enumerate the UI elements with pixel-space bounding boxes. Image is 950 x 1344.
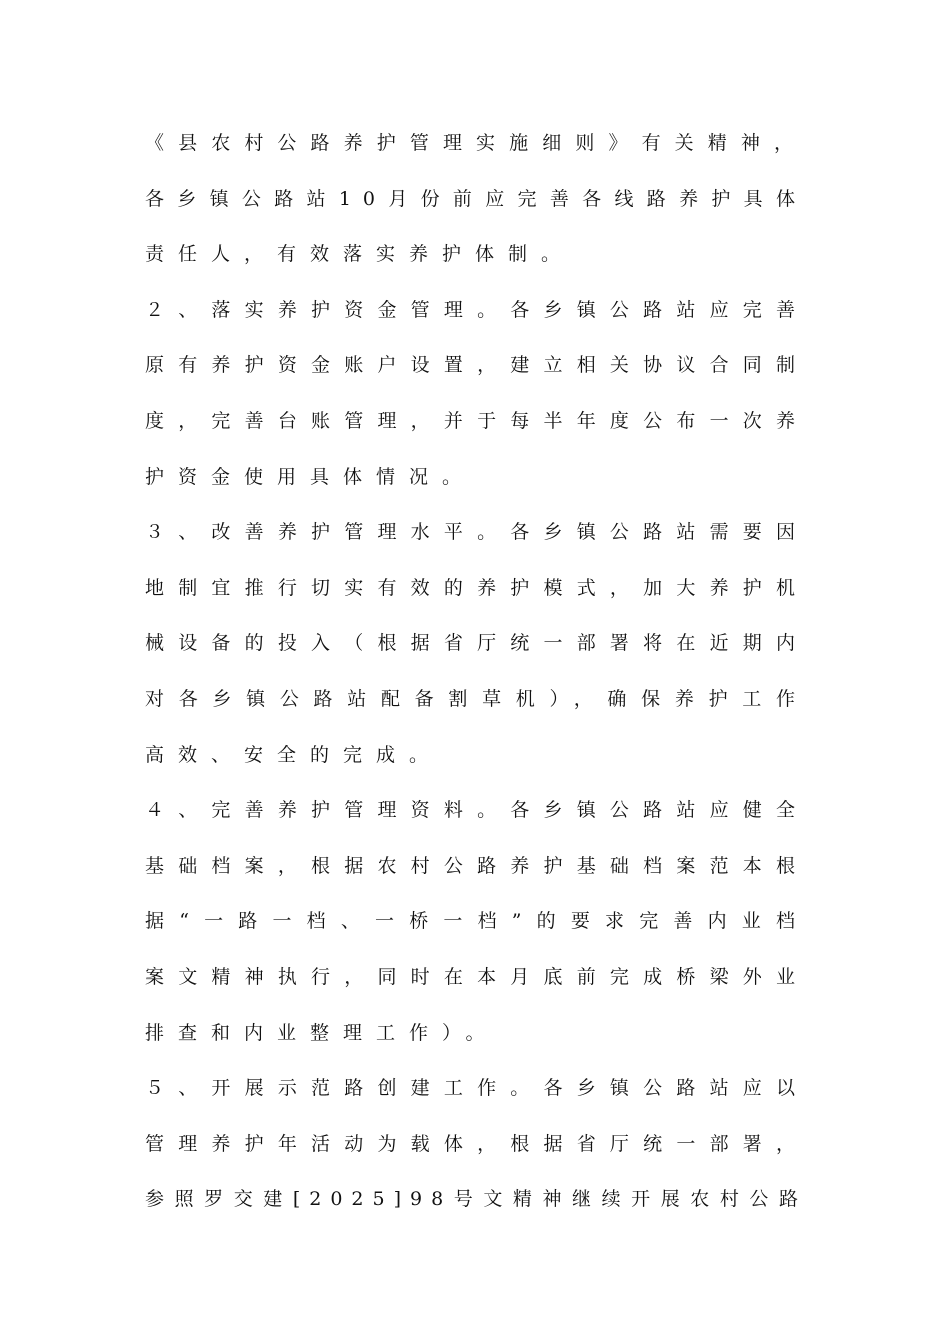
text-line: ５、开展示范路创建工作。各乡镇公路站应以 <box>145 1077 807 1100</box>
text-line: 排查和内业整理工作）。 <box>145 1021 499 1044</box>
text-line: 高效、安全的完成。 <box>145 743 443 766</box>
text-line: 各乡镇公路站10月份前应完善各线路养护具体 <box>145 187 807 210</box>
text-line: 基础档案，根据农村公路养护基础档案范本根 <box>145 854 807 877</box>
text-line: ４、完善养护管理资料。各乡镇公路站应健全 <box>145 799 807 822</box>
text-line: 械设备的投入（根据省厅统一部署将在近期内 <box>145 632 807 655</box>
text-line: 案文精神执行，同时在本月底前完成桥梁外业 <box>145 965 807 988</box>
text-line: ２、落实养护资金管理。各乡镇公路站应完善 <box>145 298 807 321</box>
text-line: 护资金使用具体情况。 <box>145 465 476 488</box>
text-line: 责任人，有效落实养护体制。 <box>145 243 575 266</box>
text-line: ３、改善养护管理水平。各乡镇公路站需要因 <box>145 521 807 544</box>
text-line: 度，完善台账管理，并于每半年度公布一次养 <box>145 409 807 432</box>
text-line: 对各乡镇公路站配备割草机），确保养护工作 <box>145 687 807 710</box>
text-line: 地制宜推行切实有效的养护模式，加大养护机 <box>145 576 807 599</box>
text-line: 参照罗交建[2025]98号文精神继续开展农村公路 <box>145 1188 807 1211</box>
text-line: 管理养护年活动为载体，根据省厅统一部署， <box>145 1132 807 1155</box>
document-body <box>145 116 807 1228</box>
text-line: 原有养护资金账户设置，建立相关协议合同制 <box>145 354 807 377</box>
text-line: 《县农村公路养护管理实施细则》有关精神， <box>145 132 807 154</box>
text-line: 据“一路一档、一桥一档”的要求完善内业档 <box>145 910 807 933</box>
